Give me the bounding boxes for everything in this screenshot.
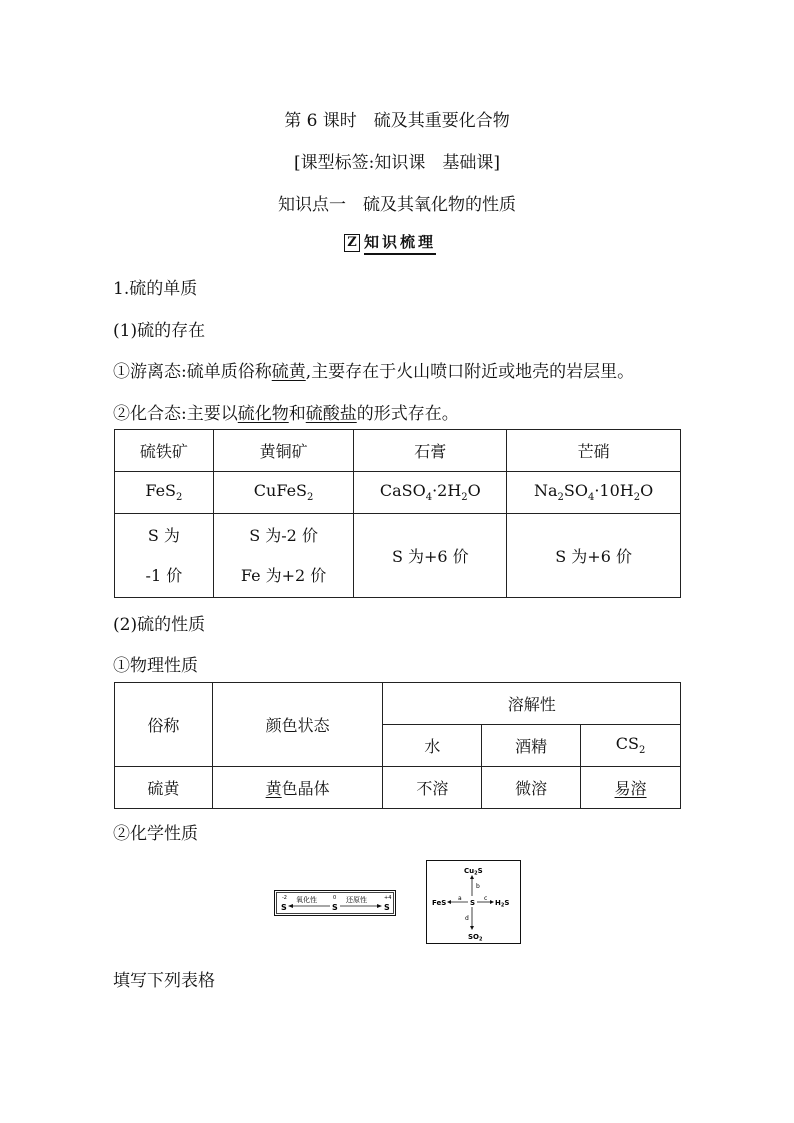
formula-text: CS xyxy=(615,734,639,754)
header-cell: 石膏 xyxy=(354,430,507,472)
ox-state-left: -2 xyxy=(282,895,287,901)
free-state-answer: 硫黄 xyxy=(271,362,306,382)
combined-answer-1: 硫化物 xyxy=(237,404,289,424)
header-cell: 俗称 xyxy=(115,683,213,767)
product-bottom: $SO_2$ xyxy=(468,933,483,943)
subscript: 2 xyxy=(461,492,468,504)
sulfur-reaction-diagram xyxy=(426,860,521,944)
lesson-title: 第 6 课时 硫及其重要化合物 xyxy=(284,111,510,131)
valence-text: S 为 xyxy=(147,525,180,545)
subscript: 2 xyxy=(557,492,564,504)
header-cell: 硫铁矿 xyxy=(115,430,214,472)
badge-text: 知识梳理 xyxy=(364,231,436,255)
subscript: 4 xyxy=(425,492,433,504)
valence-cell xyxy=(213,514,354,598)
table-row xyxy=(115,683,681,725)
sulfur-right: S xyxy=(384,903,390,912)
product-top: $Cu_2S$ xyxy=(464,867,483,877)
formula-text: O xyxy=(640,481,654,501)
table-row xyxy=(115,472,681,514)
formula-cell xyxy=(354,472,507,514)
formula-text: CaSO xyxy=(379,481,426,501)
answer-text: 易溶 xyxy=(614,779,647,798)
formula-cell xyxy=(115,472,214,514)
label-a: a xyxy=(458,895,462,902)
subsection-properties: (2)硫的性质 xyxy=(113,615,206,635)
formula-cell xyxy=(507,472,681,514)
header-cell xyxy=(581,725,681,767)
header-cell: 酒精 xyxy=(482,725,581,767)
header-cell: 颜色状态 xyxy=(212,683,383,767)
valence-text: -1 价 xyxy=(145,565,183,585)
combined-answer-2: 硫酸盐 xyxy=(305,404,357,424)
data-cell: 微溶 xyxy=(482,767,581,809)
combined-state-line xyxy=(113,399,459,424)
formula-text: CuFeS xyxy=(253,481,307,501)
center-sulfur: S xyxy=(470,899,476,907)
chemical-properties-label: ②化学性质 xyxy=(113,824,198,844)
header-cell: 溶解性 xyxy=(383,683,681,725)
formula-text: Na xyxy=(533,481,558,501)
free-state-post: ,主要存在于火山喷口附近或地壳的岩层里。 xyxy=(305,362,635,382)
arrow-left-label: 氧化性 xyxy=(296,896,317,904)
combined-mid: 和 xyxy=(288,404,306,424)
valence-text: Fe 为+2 价 xyxy=(240,565,327,585)
valence-text: S 为-2 价 xyxy=(249,525,318,545)
table-row xyxy=(115,514,681,598)
subscript: 2 xyxy=(633,492,641,504)
valence-cell xyxy=(115,514,214,598)
section-title-sulfur-element: 1.硫的单质 xyxy=(113,279,198,299)
formula-cell xyxy=(213,472,354,514)
formula-text: ·2H xyxy=(432,481,462,501)
table-row xyxy=(115,767,681,809)
table-row xyxy=(115,430,681,472)
knowledge-review-badge xyxy=(344,232,436,254)
header-cell: 芒硝 xyxy=(507,430,681,472)
physical-properties-label: ①物理性质 xyxy=(113,656,198,676)
data-cell: 不溶 xyxy=(383,767,482,809)
ox-state-right: +4 xyxy=(384,895,392,901)
valence-cell: S 为+6 价 xyxy=(354,514,507,598)
label-c: c xyxy=(484,895,488,902)
arrow-left-head-icon xyxy=(288,904,293,908)
formula-text: O xyxy=(467,481,481,501)
arrow-right-label: 还原性 xyxy=(346,896,367,904)
formula-text: FeS xyxy=(145,481,177,501)
free-state-line xyxy=(113,357,634,382)
valence-arrow-diagram xyxy=(274,890,396,916)
data-cell: 硫黄 xyxy=(115,767,213,809)
arrow-left-head-icon xyxy=(447,900,451,904)
data-cell xyxy=(581,767,681,809)
sulfur-left: S xyxy=(281,903,287,912)
arrow-down-head-icon xyxy=(470,926,474,930)
subscript: 2 xyxy=(176,492,183,504)
arrow-right-head-icon xyxy=(377,904,382,908)
header-cell: 水 xyxy=(383,725,482,767)
knowledge-point-title: 知识点一 硫及其氧化物的性质 xyxy=(278,195,516,215)
formula-text: ·10H xyxy=(594,481,634,501)
valence-cell: S 为+6 价 xyxy=(507,514,681,598)
combined-pre: ②化合态:主要以 xyxy=(113,404,238,424)
z-logo-icon: Z xyxy=(344,234,360,252)
header-cell: 黄铜矿 xyxy=(213,430,354,472)
product-left: FeS xyxy=(432,899,447,907)
formula-text: SO xyxy=(563,481,588,501)
physical-properties-table xyxy=(114,682,681,809)
sulfur-mid: S xyxy=(332,903,338,912)
subsection-existence: (1)硫的存在 xyxy=(113,321,206,341)
subscript: 2 xyxy=(638,745,646,757)
lesson-tag-line: [课型标签:知识课 基础课] xyxy=(294,153,500,173)
combined-post: 的形式存在。 xyxy=(356,404,459,424)
subscript: 2 xyxy=(307,492,314,504)
arrow-right-head-icon xyxy=(490,900,494,904)
ox-state-mid: 0 xyxy=(333,895,337,901)
minerals-table xyxy=(114,429,681,598)
subscript: 4 xyxy=(587,492,595,504)
answer-text: 黄 xyxy=(265,779,282,798)
product-right: $H_2S$ xyxy=(495,899,510,909)
cell-text: 色晶体 xyxy=(281,779,330,798)
data-cell xyxy=(212,767,383,809)
label-d: d xyxy=(465,915,469,922)
fill-table-instruction: 填写下列表格 xyxy=(113,971,215,991)
free-state-pre: ①游离态:硫单质俗称 xyxy=(113,362,272,382)
label-b: b xyxy=(476,883,480,890)
